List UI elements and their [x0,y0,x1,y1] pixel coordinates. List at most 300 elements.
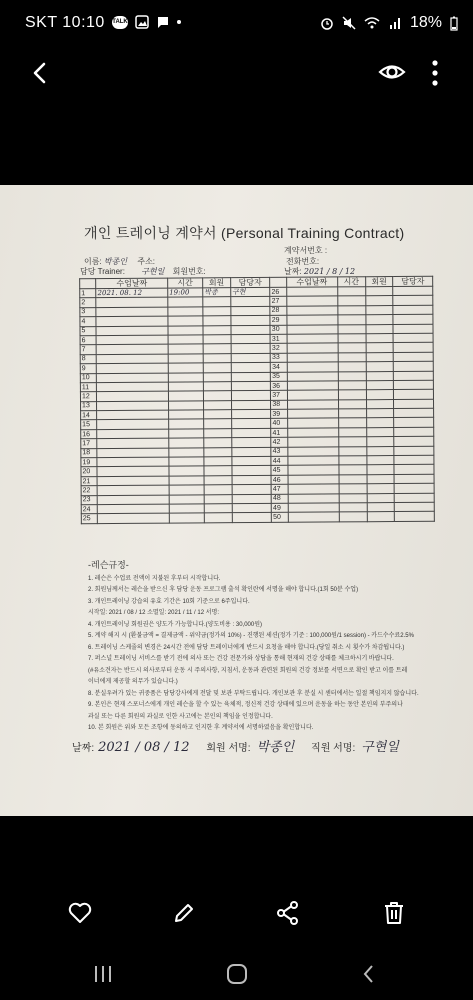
table-cell [232,447,272,457]
table-cell: 16 [81,429,97,439]
table-cell: 49 [272,503,288,513]
heart-icon[interactable] [67,900,93,926]
table-cell: 7 [80,345,96,355]
rule-item: 이너에게 제공할 의무가 있습니다.) [88,679,178,685]
rule-item: (#유소견자는 반드시 의사로부터 운동 시 주의사항, 지침서, 운동과 관련된 회원의 건강 정보를 서면으로 확인 받고 이를 트레 [88,667,408,674]
table-cell [393,333,433,343]
table-cell [204,447,232,457]
rule-item: 과실 또는 다른 회원의 과실로 인한 사고에는 본인의 책임을 인정합니다. [88,713,273,720]
table-cell [168,325,203,335]
table-cell [287,371,338,381]
table-cell: 26 [270,287,286,297]
table-cell [338,343,366,353]
table-cell [96,298,168,308]
table-cell [169,457,204,467]
table-cell [288,465,339,475]
table-cell [97,410,169,420]
table-cell [204,494,232,504]
dot-icon [177,20,181,24]
table-cell [366,343,394,353]
contract-paper [28,185,473,816]
table-cell [169,504,204,514]
recent-apps-icon[interactable] [91,962,115,986]
member-signature: 박종인 [256,740,295,755]
rule-item: 5. 계약 해지 시 (환불금액 = 결제금액 - 위약금(정가의 10%) - 진행된 세션(정가 기준 : 100,000원/1 session) - 카드수수료2.5% [88,633,414,639]
table-cell: 2021. 08. 12 [96,288,168,298]
table-cell [367,484,395,494]
table-cell [232,438,272,448]
table-cell [286,306,337,316]
table-cell [169,485,204,495]
table-cell [393,324,433,334]
table-cell [204,504,232,514]
table-cell [287,456,338,466]
rules-title: -레슨규정- [88,560,129,570]
table-cell [232,475,272,485]
member-number-label: 회원번호: [172,267,206,276]
table-row [81,512,434,524]
table-cell [393,296,433,306]
table-cell [98,504,170,514]
status-bar [0,0,473,44]
table-cell [204,429,232,439]
table-cell [394,474,434,484]
table-cell [338,324,366,334]
status-icons-right [320,14,458,32]
table-cell: 46 [271,475,287,485]
table-cell [96,354,168,364]
table-cell [394,408,434,418]
member-sign-label: 회원 서명: [206,743,251,754]
table-cell: 27 [270,297,286,307]
table-cell [288,512,339,522]
table-cell [338,381,366,391]
viewer-app-bar [0,48,473,100]
home-icon[interactable] [225,962,249,986]
table-cell [231,353,271,363]
table-cell [169,476,204,486]
table-cell [97,429,169,439]
table-cell [367,503,395,513]
table-header-cell: 수업날짜 [96,278,168,289]
table-cell [338,306,366,316]
table-cell [168,354,203,364]
table-cell [231,334,271,344]
table-cell [203,372,231,382]
table-cell [366,418,394,428]
table-cell: 43 [271,447,287,457]
table-cell: 15 [81,420,97,430]
signal-icon [388,16,402,30]
table-cell [97,467,169,477]
table-cell [367,474,395,484]
rule-item: 8. 분실우려가 있는 귀중품은 담당강사에게 전달 및 보관 부탁드립니다. 개인보관 후 분실 시 센터에서는 일절 책임지지 않습니다. [88,690,419,697]
phone-label: 전화번호: [286,257,320,266]
table-cell [168,382,203,392]
table-cell [231,297,271,307]
share-icon[interactable] [275,900,301,926]
table-cell [287,390,338,400]
table-cell [287,324,338,334]
table-cell: 50 [272,513,288,523]
table-cell: 24 [81,505,97,515]
table-cell [338,418,366,428]
table-cell [367,493,395,503]
table-cell [204,410,232,420]
table-cell [169,410,204,420]
table-cell [97,373,169,383]
staff-signature: 구현일 [361,740,399,755]
table-cell: 32 [270,344,286,354]
table-cell [97,438,169,448]
table-cell [366,399,394,409]
table-cell [97,401,169,411]
table-cell [231,400,271,410]
table-cell [169,466,204,476]
wifi-icon [364,16,380,30]
table-cell [97,457,169,467]
table-cell [394,390,434,400]
table-cell [168,391,203,401]
table-cell: 10 [80,373,96,383]
rule-item: 6. 트레이닝 스케줄의 변경은 24시간 전에 담당 트레이너에게 반드시 요청을 해야 합니다.(당일 취소 시 횟수가 차감됩니다.) [88,644,405,651]
table-cell [338,428,366,438]
table-cell [231,344,271,354]
table-cell: 20 [81,467,97,477]
table-cell: 47 [271,484,287,494]
table-cell [96,326,168,336]
table-cell [203,325,231,335]
table-cell: 44 [271,456,287,466]
gallery-icon [135,15,149,29]
table-cell [231,381,271,391]
table-cell [366,380,394,390]
table-cell [395,512,435,522]
table-cell [231,391,271,401]
rule-item: 7. 퍼스널 트레이닝 서비스를 받기 전에 의사 또는 건강 전문가와 상담을 통해 현재의 건강 상태를 체크하시기 바랍니다. [88,656,394,662]
document-photo[interactable] [0,185,473,816]
table-cell [366,324,394,334]
table-cell [169,419,204,429]
table-cell [339,512,367,522]
table-cell: 35 [271,372,287,382]
table-cell [287,409,338,419]
table-cell [367,512,395,522]
back-icon[interactable] [357,962,381,986]
table-cell [97,485,169,495]
rule-item: 10. 본 회원은 위와 모든 조항에 동의하고 인지한 후 계약서에 서명하였음을 확인합니다. [88,725,314,731]
table-cell [286,315,337,325]
table-cell [365,296,393,306]
table-cell [366,437,394,447]
table-cell [169,438,204,448]
table-header-cell [80,279,96,289]
table-cell: 17 [81,439,97,449]
table-cell [169,429,204,439]
table-cell: 40 [271,419,287,429]
table-cell [366,371,394,381]
table-cell [365,287,393,297]
table-cell [287,362,338,372]
table-cell [232,513,272,523]
table-cell [97,391,169,401]
table-cell [168,307,203,317]
table-cell [169,448,204,458]
table-cell: 30 [270,325,286,335]
table-cell [339,475,367,485]
table-cell [232,503,272,513]
table-cell [366,390,394,400]
table-cell [366,409,394,419]
table-cell [288,484,339,494]
edit-pencil-icon[interactable] [171,900,197,926]
table-cell [394,352,434,362]
table-cell [204,438,232,448]
table-header-cell: 담당자 [393,276,433,286]
table-header-cell: 회원 [203,278,231,288]
table-cell: 박종 [203,288,231,298]
table-cell [96,335,168,345]
table-cell [288,494,339,504]
table-cell [231,428,271,438]
name-value: 박종인 [103,257,128,266]
table-cell [98,513,170,523]
table-cell [204,466,232,476]
table-cell [366,427,394,437]
table-cell [366,456,394,466]
table-cell [169,513,204,523]
table-cell: 12 [80,392,96,402]
table-cell [231,363,271,373]
table-cell [203,316,231,326]
table-cell [338,315,366,325]
table-cell [286,296,337,306]
table-cell [339,465,367,475]
rule-item: 4. 개인트레이닝 회원권은 양도가 가능합니다.(양도비용 : 30,000원) [88,621,262,628]
table-cell: 6 [80,336,96,346]
table-cell: 19:00 [168,288,203,298]
table-cell: 28 [270,306,286,316]
date-row [284,266,355,277]
table-cell [204,513,232,523]
notification-icons [112,15,181,29]
message-icon [156,15,170,29]
date-label: 날짜: [284,267,302,276]
table-header-cell: 회원 [365,277,393,287]
table-cell [394,455,434,465]
table-cell [97,420,169,430]
table-cell [339,503,367,513]
table-cell [203,391,231,401]
table-cell: 34 [271,362,287,372]
sign-date-label: 날짜: [72,743,95,754]
table-cell [339,446,367,456]
table-cell [339,456,367,466]
table-cell [232,494,272,504]
eye-icon[interactable] [378,58,406,86]
table-cell [204,485,232,495]
table-cell: 31 [270,334,286,344]
table-cell [232,456,272,466]
table-cell [394,343,434,353]
table-cell [287,400,338,410]
back-arrow-icon[interactable] [28,60,54,86]
kakaotalk-icon: TALK [112,16,128,29]
more-vertical-icon[interactable] [426,58,444,88]
table-cell: 25 [81,514,97,524]
table-cell [204,457,232,467]
table-cell [231,372,271,382]
trash-icon[interactable] [381,900,407,926]
table-cell [367,465,395,475]
system-nav-bar [0,950,473,1000]
table-cell: 1 [80,289,96,299]
table-cell: 22 [81,486,97,496]
table-cell [287,437,338,447]
table-cell [168,335,203,345]
table-cell [97,476,169,486]
table-cell [168,363,203,373]
table-cell [394,437,434,447]
table-cell [204,475,232,485]
table-cell [168,297,203,307]
table-header-cell: 시간 [168,278,203,288]
table-cell [338,362,366,372]
signature-line [72,736,413,755]
table-cell [97,363,169,373]
table-cell [337,296,365,306]
table-cell [203,344,231,354]
table-cell [395,493,435,503]
date-value: 2021 / 8 / 12 [303,267,356,276]
table-cell [393,305,433,315]
table-header-cell: 수업날짜 [286,277,337,287]
document-title: 개인 트레이닝 계약서 (Personal Training Contract) [84,225,405,241]
table-cell [231,325,271,335]
table-cell [393,286,433,296]
rule-item: 1. 레슨은 수업료 전액이 지불된 후부터 시작합니다. [88,575,221,582]
table-cell: 45 [271,466,287,476]
table-cell: 3 [80,307,96,317]
table-cell [337,287,365,297]
table-cell: 41 [271,428,287,438]
table-cell: 48 [271,494,287,504]
table-cell: 5 [80,326,96,336]
battery-percent: 18% [409,14,442,31]
table-cell [286,287,337,297]
table-cell [203,297,231,307]
table-cell [287,343,338,353]
table-cell [203,335,231,345]
table-cell [366,362,394,372]
rule-item: 3. 개인트레이닝 강습의 유효 기간은 10회 기준으로 6주입니다. [88,598,250,605]
table-cell [338,399,366,409]
table-cell [338,437,366,447]
table-cell [203,306,231,316]
table-cell [231,409,271,419]
table-cell [288,475,339,485]
table-cell [365,315,393,325]
table-cell: 2 [80,298,96,308]
table-cell: 36 [271,381,287,391]
table-cell: 8 [80,354,96,364]
table-cell [394,371,434,381]
table-cell [394,399,434,409]
table-cell: 42 [271,438,287,448]
table-cell [288,503,339,513]
table-cell [287,418,338,428]
table-cell [339,484,367,494]
table-cell [203,363,231,373]
table-cell [96,316,168,326]
table-cell [394,418,434,428]
table-cell: 9 [80,364,96,374]
table-cell: 18 [81,448,97,458]
bottom-action-bar [0,890,473,936]
contract-number-label: 계약서번호 : [284,246,328,255]
table-header-cell [270,277,286,287]
alarm-icon [320,16,334,30]
table-cell [394,446,434,456]
table-cell: 38 [271,400,287,410]
table-cell: 39 [271,409,287,419]
table-cell [96,344,168,354]
table-cell [366,446,394,456]
table-cell [287,428,338,438]
table-cell [168,316,203,326]
table-cell: 구현 [230,287,270,297]
mute-icon [342,16,356,30]
table-cell [366,333,394,343]
session-table [79,276,435,524]
battery-icon [450,16,458,31]
table-cell [287,447,338,457]
lesson-rules [88,560,458,735]
table-cell: 29 [270,315,286,325]
table-cell [231,306,271,316]
rule-item: 9. 본인은 현재 스포너스에게 개인 레슨을 할 수 있는 육체적, 정신적 건강 상태에 있으며 운동을 하는 동안 본인의 부주의나 [88,702,403,708]
table-cell [287,353,338,363]
table-cell: 4 [80,317,96,327]
name-label: 이름: [84,257,102,266]
table-cell [97,448,169,458]
table-header-cell: 시간 [337,277,365,287]
table-cell [394,380,434,390]
table-cell [394,465,434,475]
table-cell [97,495,169,505]
table-cell [231,316,271,326]
table-cell [203,353,231,363]
table-cell [168,344,203,354]
table-cell: 13 [81,401,97,411]
table-cell [394,483,434,493]
table-cell: 23 [81,495,97,505]
rule-item: 2. 회원님께서는 레슨을 받으신 후 담당 운동 프로그램 출석 확인란에 서명을 해야 합니다.(1회 50분 수업) [88,587,359,593]
rules-list [88,574,458,735]
table-cell [338,334,366,344]
sign-date-value: 2021 / 08 / 12 [98,740,190,755]
table-cell: 37 [271,391,287,401]
trainer-value: 구현일 [141,267,165,276]
table-cell [366,352,394,362]
table-cell [287,381,338,391]
table-cell: 33 [270,353,286,363]
table-cell [365,305,393,315]
rule-item: 시작일: 2021 / 08 / 12 소멸일: 2021 / 11 / 12 서명: [88,610,219,616]
table-cell [339,493,367,503]
address-label: 주소: [137,257,156,266]
table-cell [394,361,434,371]
